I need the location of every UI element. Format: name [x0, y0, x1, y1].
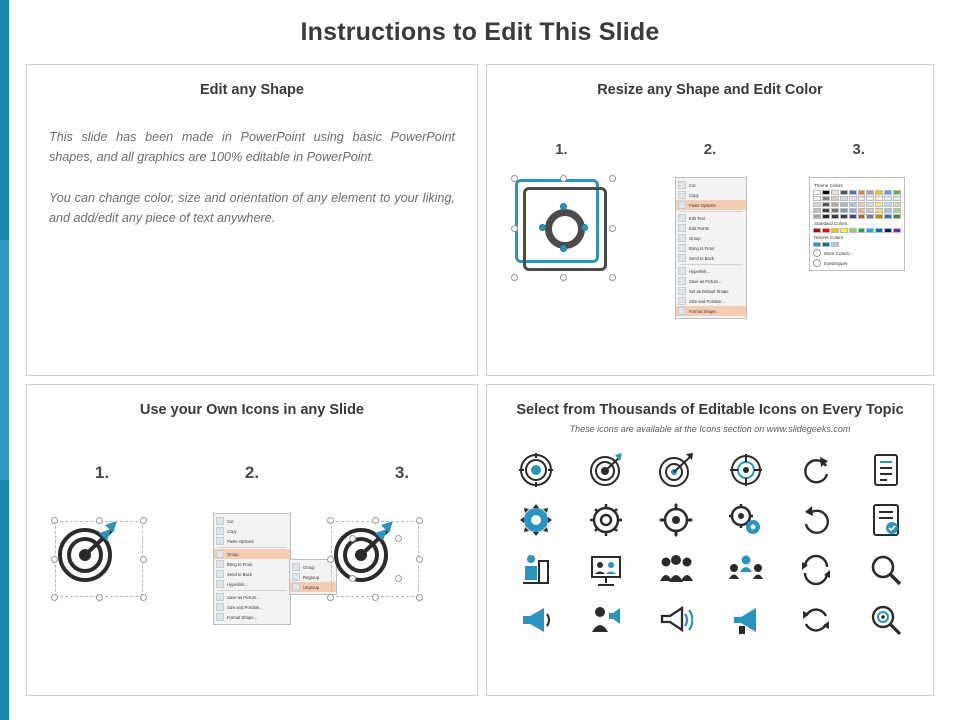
panel-title-editable-icons: Select from Thousands of Editable Icons on Every Topic [516, 402, 904, 418]
context-menu-item[interactable] [676, 266, 746, 276]
palette-standard-label: Standard Colors [814, 221, 848, 226]
context-menu-item[interactable] [214, 579, 290, 589]
context-menu-item[interactable] [676, 190, 746, 200]
own-icons-step-1: 1. [94, 463, 110, 482]
icon-group-people[interactable] [658, 554, 694, 586]
palette-theme-label: Theme Colors [814, 183, 843, 188]
context-menu-label: Group [689, 235, 701, 241]
resize-context-menu[interactable] [637, 177, 785, 319]
context-menu-label: Size and Position... [227, 604, 263, 610]
icon-magnifier[interactable] [870, 554, 902, 586]
resize-steps [487, 141, 933, 158]
context-menu-label: Hyperlink... [227, 581, 248, 587]
context-menu-label: Set as Default Shape [689, 288, 729, 294]
icon-presentation-people[interactable] [589, 553, 623, 587]
icon-loudspeaker[interactable] [659, 606, 693, 634]
palette-recent-label: Recent Colors [814, 235, 844, 240]
panel-resize-shape [486, 64, 934, 376]
resize-step-1: 1. [555, 141, 568, 158]
color-palette-panel[interactable] [809, 177, 905, 271]
panel-edit-any-shape [26, 64, 478, 376]
own-icons-context-menu[interactable] [213, 513, 320, 625]
left-accent-bar [0, 0, 9, 720]
own-icons-steps [27, 463, 477, 483]
context-menu-item[interactable] [676, 243, 746, 253]
palette-row[interactable] [813, 242, 901, 247]
context-menu-label: Save as Picture... [689, 278, 722, 284]
icon-target-circles[interactable] [519, 453, 553, 487]
context-menu-item[interactable] [214, 559, 290, 569]
icon-gear-solid[interactable] [519, 503, 553, 537]
panel-own-icons [26, 384, 478, 696]
icon-gear-settings[interactable] [659, 503, 693, 537]
context-menu-label: Bring to Front [689, 245, 715, 251]
palette-row[interactable] [813, 202, 901, 207]
context-menu-item[interactable] [676, 180, 746, 190]
icon-refresh-clockwise[interactable] [801, 454, 831, 486]
panel-editable-icons [486, 384, 934, 696]
icon-target-dartboard[interactable] [589, 453, 623, 487]
context-menu-item[interactable] [676, 213, 746, 223]
editable-shape-graphic [509, 173, 621, 285]
context-menu-label: Paste Options: [227, 538, 255, 544]
icon-checklist-document[interactable] [871, 503, 901, 537]
context-menu-label: Format Shape... [227, 614, 258, 620]
icon-person-speaking[interactable] [589, 604, 623, 636]
context-menu-item[interactable] [676, 306, 746, 316]
context-menu-item[interactable] [214, 516, 290, 526]
icon-search-target[interactable] [870, 604, 902, 636]
icon-target-crosshair[interactable] [729, 453, 763, 487]
icon-megaphone[interactable] [519, 605, 553, 635]
context-menu-panel[interactable] [675, 177, 747, 319]
context-menu-label: Edit Points [689, 225, 710, 231]
context-menu-label: Bring to Front [227, 561, 253, 567]
palette-row[interactable] [813, 228, 901, 233]
edit-shape-paragraph-2: You can change color, size and orientation of any element to your liking, and add/edit any piece of text anywhere. [49, 191, 455, 225]
context-menu-item[interactable] [676, 286, 746, 296]
context-menu-label: Save as Picture... [227, 594, 260, 600]
more-colors-label: More Colors... [824, 250, 853, 256]
resize-shape-art [495, 173, 635, 285]
context-menu-label: Size and Position... [689, 298, 725, 304]
icon-refresh-arrow[interactable] [801, 504, 831, 536]
context-menu-label: Hyperlink... [689, 268, 710, 274]
icon-gear-outline[interactable] [589, 503, 623, 537]
submenu-label: Group [303, 564, 315, 570]
selected-icon-graphic [51, 517, 147, 601]
ungrouped-icon-graphic [327, 517, 423, 601]
panel-subtitle-editable-icons: These icons are available at the Icons section on www.slidegeeks.com [569, 424, 851, 434]
context-menu-item[interactable] [214, 592, 290, 602]
icon-team-meeting[interactable] [728, 554, 764, 586]
palette-row[interactable] [813, 214, 901, 219]
own-icons-art-1 [51, 517, 147, 601]
icon-library-grid [501, 445, 921, 645]
submenu-label: Regroup [303, 574, 320, 580]
palette-row[interactable] [813, 208, 901, 213]
panel-title-own-icons: Use your Own Icons in any Slide [140, 402, 364, 418]
edit-shape-paragraph-1: This slide has been made in PowerPoint using basic PowerPoint shapes, and all graphics are 100% editable in PowerPoint. [49, 130, 455, 164]
resize-step-3: 3. [852, 141, 865, 158]
context-menu-label: Format Shape... [689, 308, 720, 314]
own-icons-step-2: 2. [244, 463, 260, 482]
palette-eyedropper[interactable] [813, 259, 901, 267]
icon-gears-pair[interactable] [728, 503, 764, 537]
page-title: Instructions to Edit This Slide [300, 18, 660, 46]
palette-row[interactable] [813, 196, 901, 201]
own-icons-art-3 [327, 517, 423, 601]
context-menu-item[interactable] [214, 526, 290, 536]
icon-person-podium[interactable] [520, 553, 552, 587]
context-menu-item[interactable] [214, 536, 290, 546]
resize-step-2: 2. [703, 141, 717, 158]
panel-title-resize-shape: Resize any Shape and Edit Color [597, 82, 823, 98]
eyedropper-label: Eyedropper [824, 260, 848, 266]
context-menu-item[interactable] [676, 253, 746, 263]
context-menu-label: Copy [227, 528, 237, 534]
context-menu-item[interactable] [676, 233, 746, 243]
context-menu-label: Cut [227, 518, 234, 524]
icon-target-arrow[interactable] [659, 453, 693, 487]
context-menu-label: Cut [689, 182, 696, 188]
context-menu-item[interactable] [214, 602, 290, 612]
resize-color-palette[interactable] [787, 177, 927, 271]
context-menu-label: Edit Text [689, 215, 705, 221]
icon-sync-arrows[interactable] [800, 554, 832, 586]
context-menu-label: Send to Back [227, 571, 252, 577]
context-menu-item[interactable] [214, 612, 290, 622]
context-menu-item[interactable] [214, 569, 290, 579]
context-menu-item[interactable] [676, 223, 746, 233]
context-menu-item[interactable] [676, 276, 746, 286]
palette-more-colors[interactable] [813, 249, 901, 257]
context-menu-label: Copy [689, 192, 699, 198]
context-menu-label: Paste Options: [689, 202, 717, 208]
icon-recycle-arrows[interactable] [800, 604, 832, 636]
own-icons-step-3: 3. [394, 463, 410, 482]
context-menu-item-group[interactable] [214, 549, 290, 559]
context-menu-panel[interactable] [213, 513, 291, 625]
icon-bullhorn[interactable] [729, 605, 763, 635]
context-menu-item[interactable] [676, 200, 746, 210]
icon-document-lines[interactable] [872, 453, 900, 487]
palette-row[interactable] [813, 190, 901, 195]
context-menu-item[interactable] [676, 296, 746, 306]
context-menu-label: Group [227, 551, 239, 557]
panel-title-edit-shape: Edit any Shape [200, 82, 304, 98]
context-menu-label: Send to Back [689, 255, 714, 261]
submenu-label: Ungroup [303, 584, 320, 590]
